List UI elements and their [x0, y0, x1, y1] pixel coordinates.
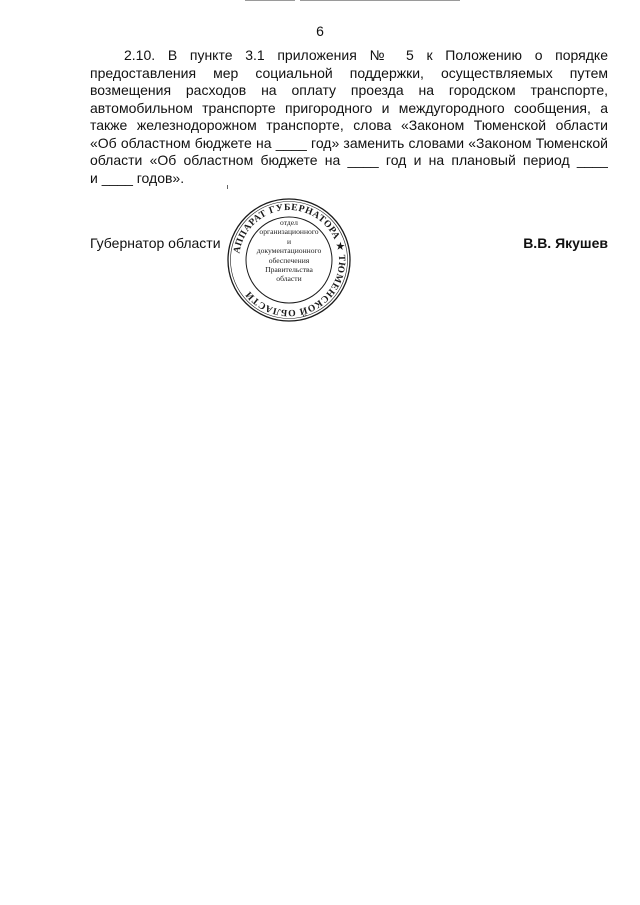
- signature-role: Губернатор области: [90, 235, 221, 251]
- seal-center-line: отдел: [280, 218, 298, 227]
- seal-center-line: Правительства: [265, 265, 313, 275]
- paragraph-line: также железнодорожном транспорте, слова «Законом Тюменской области: [90, 117, 608, 133]
- paragraph-line: предоставления мер социальной поддержки, осуществляемых путем: [90, 64, 608, 81]
- paragraph-line: автомобильном транспорте пригородного и междугородного сообщения, а: [90, 99, 608, 116]
- paragraph-line: 2.10. В пункте 3.1 приложения № 5 к Положению о порядке: [124, 47, 608, 63]
- seal-center-line: обеспечения: [268, 255, 310, 265]
- top-rule: [300, 0, 460, 1]
- official-seal-stamp: [226, 196, 352, 324]
- paragraph-line: возмещения расходов на оплату проезда на городском транспорте,: [90, 82, 608, 98]
- seal-center-text: [226, 218, 352, 284]
- seal-ring-text: АППАРАТ ГУБЕРНАТОРА ★ ТЮМЕНСКОЙ ОБЛАСТИ: [231, 201, 348, 319]
- seal-center-line: области: [276, 274, 302, 284]
- signature-name: В.В. Якушев: [523, 235, 608, 251]
- page-number: 6: [316, 23, 324, 39]
- seal-center-line: и: [286, 236, 292, 246]
- paragraph-line: области «Об областном бюджете на ____ год и на плановый период ____: [90, 152, 608, 168]
- paragraph-line: и ____ годов».: [90, 169, 185, 186]
- seal-center-line: документационного: [256, 246, 322, 256]
- seal-center-line: организационного: [259, 227, 319, 237]
- top-rule: [245, 0, 295, 1]
- scan-speck: [227, 185, 228, 189]
- paragraph-2-10: [90, 47, 608, 187]
- paragraph-line: «Об областном бюджете на ____ год» заменить словами «Законом Тюменской: [90, 134, 608, 151]
